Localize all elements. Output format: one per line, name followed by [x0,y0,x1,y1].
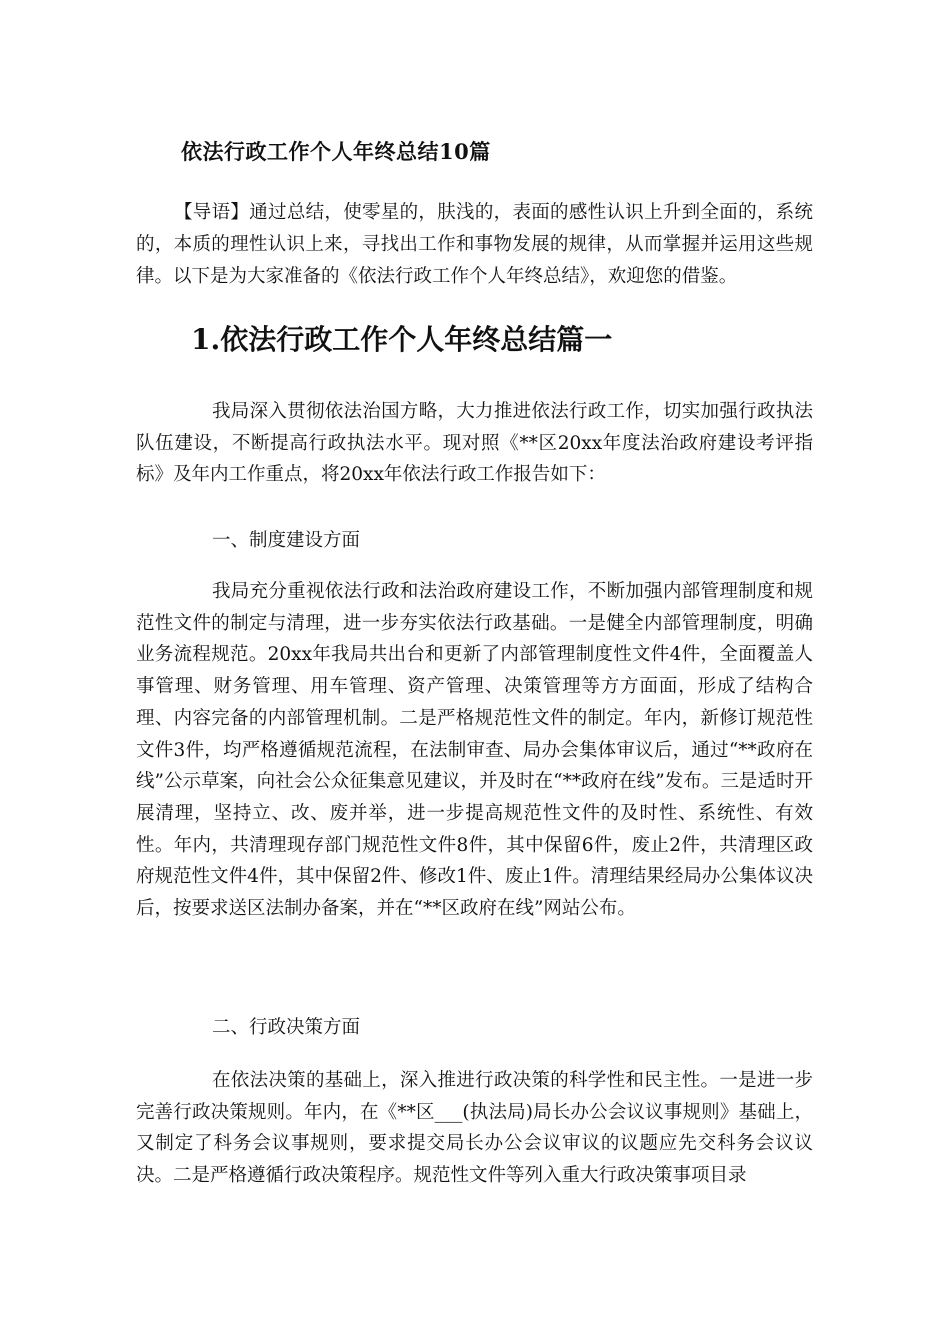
subsection-heading: 一、制度建设方面 [212,530,361,551]
body-paragraph: 在依法决策的基础上，深入推进行政决策的科学性和民主性。一是进一步完善行政决策规则。年内，在《**区___(执法局)局长办公会议议事规则》基础上，又制定了科务会议事规则，要求提交局长办公会议审议的议题应先交科务会议议决。二是严格遵循行政决策程序。规范性文件等列入重大行政决策事项目录 [136,1070,813,1186]
intro-paragraph: 【导语】通过总结，使零星的，肤浅的，表面的感性认识上升到全面的，系统的，本质的理性认识上来，寻找出工作和事物发展的规律，从而掌握并运用这些规律。以下是为大家准备的《依法行政工作个人年终总结》，欢迎您的借鉴。 [136,202,813,287]
section-heading: 1.依法行政工作个人年终总结篇一 [191,323,613,356]
subsection-heading: 二、行政决策方面 [212,1017,361,1038]
body-paragraph: 我局深入贯彻依法治国方略，大力推进依法行政工作，切实加强行政执法队伍建设，不断提高行政执法水平。现对照《**区20xx年度法治政府建设考评指标》及年内工作重点，将20xx年依法行政工作报告如下： [136,401,813,485]
body-paragraph: 我局充分重视依法行政和法治政府建设工作，不断加强内部管理制度和规范性文件的制定与清理，进一步夯实依法行政基础。一是健全内部管理制度，明确业务流程规范。20xx年我局共出台和更新了内部管理制度性文件4件，全面覆盖人事管理、财务管理、用车管理、资产管理、决策管理等方方面面，形成了结构合理、内容完备的内部管理机制。二是严格规范性文件的制定。年内，新修订规范性文件3件，均严格遵循规范流程，在法制审查、局办会集体审议后，通过“**政府在线”公示草案，向社会公众征集意见建议，并及时在“**政府在线”发布。三是适时开展清理，坚持立、改、废并举，进一步提高规范性文件的及时性、系统性、有效性。年内，共清理现存部门规范性文件8件，其中保留6件，废止2件，共清理区政府规范性文件4件，其中保留2件、修改1件、废止1件。清理结果经局办公集体议决后，按要求送区法制办备案，并在“**区政府在线”网站公布。 [136,581,813,920]
document-title: 依法行政工作个人年终总结10篇 [181,139,491,164]
